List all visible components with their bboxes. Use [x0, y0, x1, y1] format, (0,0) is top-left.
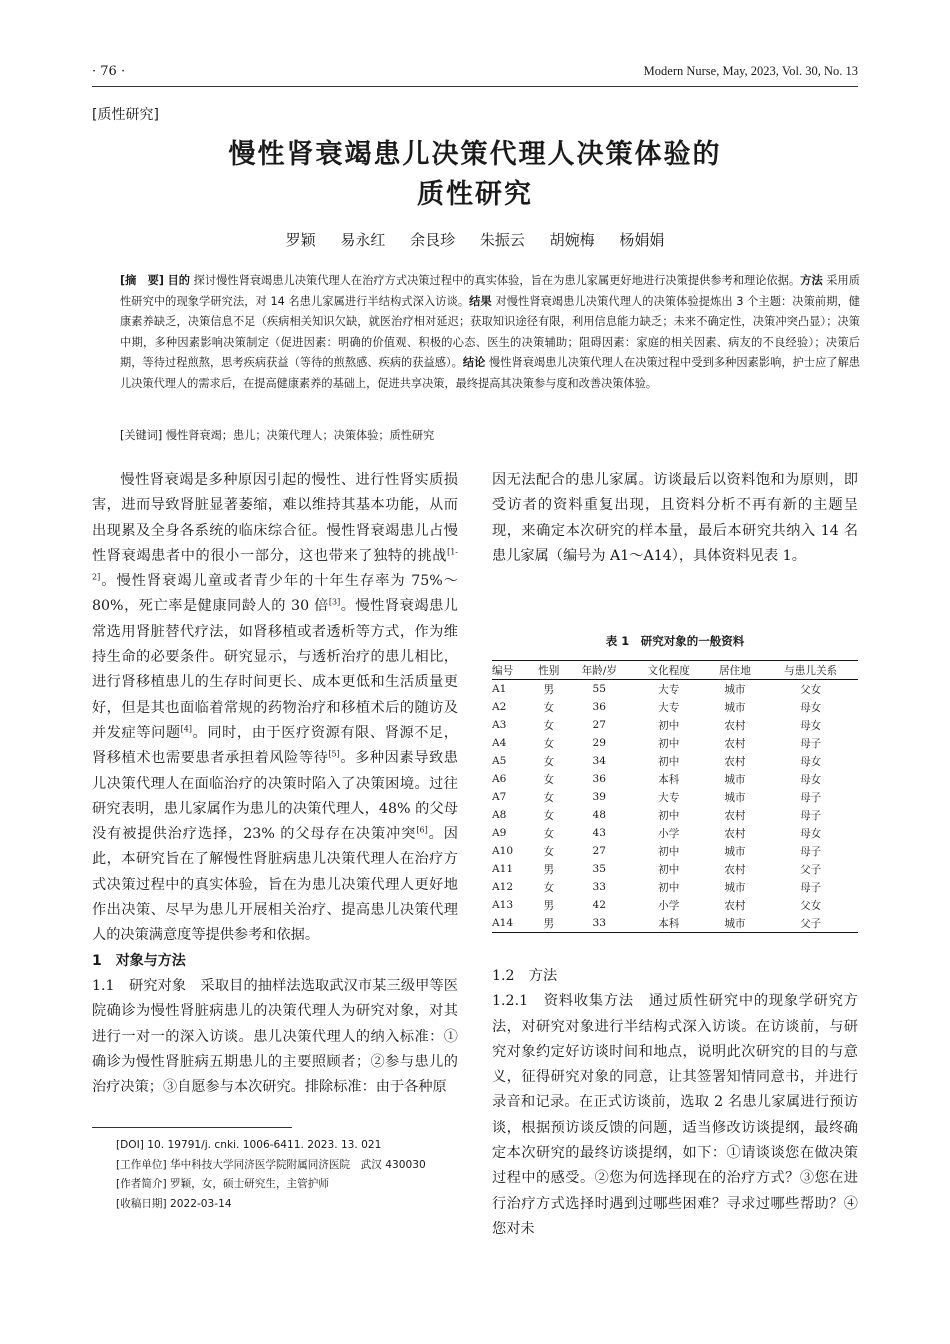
table-cell: 初中: [658, 809, 680, 822]
citation-4[interactable]: [5]: [328, 749, 340, 759]
table-cell: 母子: [800, 737, 822, 750]
method-label: 方法: [800, 274, 823, 287]
footnote-unit: [工作单位] 华中科技大学同济医学院附属同济医院 武汉 430030: [116, 1158, 426, 1171]
table-cell: 女: [543, 845, 555, 858]
table-cell: 父子: [763, 914, 858, 933]
table-cell: 男: [530, 914, 568, 933]
table-header-row: [492, 661, 858, 680]
table-cell: A9: [492, 827, 507, 839]
footnote-doi[interactable]: [DOI] 10. 19791/j. cnki. 1006-6411. 2023. 13. 021: [116, 1139, 382, 1151]
table-cell: 母女: [800, 719, 822, 732]
intro-text-4: 。同时，由于医疗资源有限、肾源不足，肾移植术也需要患者承担着风险等待: [92, 724, 458, 767]
column-header: 与患儿关系: [763, 661, 858, 680]
keywords-text: 慢性肾衰竭；患儿；决策代理人；决策体验；质性研究: [165, 429, 435, 442]
table-cell: 男: [543, 683, 555, 696]
table-row: [492, 842, 858, 860]
table-1-caption: 表 1 研究对象的一般资料: [605, 634, 745, 648]
result-label: 结果: [469, 294, 492, 308]
table-cell: 女: [543, 809, 555, 822]
table-cell: 城市: [724, 773, 746, 786]
intro-text-3: 。慢性肾衰竭患儿常选用肾脏替代疗法，如肾移植或者透析等方式，作为维持生命的必要条件。研究显示，与透析治疗的患儿相比，进行肾移植患儿的生存时间更长、成本更低和生活质量更好，但是其也面临着常规的药物治疗和移植术后的随访及并发症等问题: [92, 598, 458, 741]
table-cell: 农村: [724, 719, 746, 732]
table-row: [492, 878, 858, 896]
table-cell: 本科: [631, 914, 707, 933]
column-header: 居住地: [707, 661, 764, 680]
table-cell: 城市: [724, 881, 746, 894]
table-row: [492, 734, 858, 752]
subsection-1-2-heading: 1.2 方法: [492, 968, 558, 984]
table-row: [492, 806, 858, 824]
table-row: [492, 896, 858, 914]
table-cell: 初中: [658, 719, 680, 732]
result-text: 对慢性肾衰竭患儿决策代理人的决策体验提炼出 3 个主题：决策前期，健康素养缺乏，决策信息不足（疾病相关知识欠缺，就医治疗相对延迟；获取知识途径有限，利用信息能力缺乏；未来不确定性，决策冲突凸显）；决策中期，多种因素影响决策制定（促进因素：明确的价值观、积极的心态、医生的决策辅助；阻碍因素：家庭的相关因素、病友的不良经验）；决策后期，等待过程煎熬，思考疾病获益（等待的煎熬感、疾病的获益感）。: [120, 294, 860, 369]
table-cell: A13: [492, 899, 514, 911]
conclusion-text: 慢性肾衰竭患儿决策代理人在决策过程中受到多种因素影响，护士应了解患儿决策代理人的需求后，在提高健康素养的基础上，促进共享决策，最终提高其决策参与度和改善决策体验。: [120, 356, 860, 390]
table-cell: 女: [543, 791, 555, 804]
table-cell: 35: [592, 863, 607, 875]
column-header: 性别: [530, 661, 568, 680]
table-cell: 女: [543, 881, 555, 894]
table-cell: A1: [492, 683, 507, 695]
table-cell: A14: [492, 914, 530, 933]
subsection-1-2-1: [492, 989, 858, 1242]
table-cell: 城市: [707, 914, 764, 933]
table-row: [492, 680, 858, 699]
table-cell: 女: [543, 773, 555, 786]
table-cell: 小学: [658, 899, 680, 912]
table-cell: A2: [492, 701, 507, 713]
table-cell: 农村: [724, 863, 746, 876]
table-row: [492, 716, 858, 734]
table-cell: 母子: [800, 845, 822, 858]
table-cell: 女: [543, 701, 555, 714]
table-cell: A10: [492, 845, 514, 857]
table-cell: 29: [592, 737, 607, 749]
table-body: [492, 680, 858, 933]
objective-text: 探讨慢性肾衰竭患儿决策代理人在治疗方式决策过程中的真实体验，旨在为患儿家属更好地进行决策提供参考和理论依据。: [193, 274, 801, 287]
table-cell: 大专: [658, 683, 680, 696]
intro-text-2: 。慢性肾衰竭儿童或者青少年的十年生存率为 75%～80%，死亡率是健康同龄人的 30 倍: [92, 573, 458, 615]
abstract: [120, 271, 860, 394]
table-cell: 小学: [658, 827, 680, 840]
intro-paragraph: [92, 468, 458, 949]
table-cell: 女: [543, 755, 555, 768]
right-column-continuation: [492, 468, 858, 569]
intro-text-5: 。多种因素导致患儿决策代理人在面临治疗的决策时陷入了决策困境。过往研究表明，患儿家属作为患儿的决策代理人，48% 的父母没有被提供治疗选择，23% 的父母存在决策冲突: [92, 750, 458, 843]
table-cell: 初中: [658, 881, 680, 894]
table-cell: 43: [592, 827, 607, 839]
subsection-1-1-text-continued: 因无法配合的患儿家属。访谈最后以资料饱和为原则，即受访者的资料重复出现，且资料分析不再有新的主题呈现，来确定本次研究的样本量，最后本研究共纳入 14 名患儿家属（编号为 A1～A14），具体资料见表 1。: [492, 472, 858, 564]
footnotes: [116, 1136, 456, 1214]
column-header: 年龄/岁: [568, 661, 631, 680]
column-header: 文化程度: [631, 661, 707, 680]
keywords-label: [关键词]: [120, 429, 163, 442]
table-cell: 母女: [800, 755, 822, 768]
table-cell: 男: [543, 863, 555, 876]
section-tag: [质性研究]: [92, 107, 159, 123]
table-1: [492, 660, 858, 933]
table-cell: A11: [492, 863, 514, 875]
subsection-1-1-text: 采取目的抽样法选取武汉市某三级甲等医院确诊为慢性肾脏病患儿的决策代理人为研究对象，对其进行一对一的深入访谈。患儿决策代理人的纳入标准：①确诊为慢性肾脏病五期患儿的主要照顾者；②参与患儿的治疗决策；③自愿参与本次研究。排除标准：由于各种原: [92, 977, 458, 1096]
table-cell: 城市: [724, 845, 746, 858]
table-cell: A12: [492, 881, 514, 893]
table-cell: 母子: [800, 881, 822, 894]
table-cell: 36: [592, 773, 607, 785]
table-cell: 农村: [724, 827, 746, 840]
table-cell: 48: [592, 809, 607, 821]
table-cell: 父女: [800, 899, 822, 912]
table-cell: A3: [492, 719, 507, 731]
table-cell: A8: [492, 809, 507, 821]
table-cell: 农村: [724, 755, 746, 768]
right-column-methods: [492, 964, 858, 1242]
table-cell: 初中: [658, 737, 680, 750]
table-row: [492, 914, 858, 933]
table-cell: 男: [543, 899, 555, 912]
table-cell: 女: [543, 719, 555, 732]
table-cell: 父子: [800, 863, 822, 876]
table-cell: 母子: [800, 809, 822, 822]
method-text: 采用质性研究中的现象学研究法，对 14 名患儿家属进行半结构式深入访谈。: [120, 274, 860, 308]
table-cell: A5: [492, 755, 507, 767]
table-cell: 34: [592, 755, 607, 767]
citation-3[interactable]: [4]: [180, 724, 193, 734]
table-row: [492, 824, 858, 842]
table-cell: 农村: [724, 899, 746, 912]
citation-2[interactable]: [3]: [328, 597, 341, 607]
table-cell: 33: [592, 881, 607, 893]
table-cell: 初中: [658, 863, 680, 876]
footnote-received: [收稿日期] 2022-03-14: [116, 1197, 232, 1210]
table-cell: 本科: [658, 773, 680, 786]
table-cell: 父女: [800, 683, 822, 696]
table-cell: 初中: [658, 845, 680, 858]
keywords: [120, 427, 860, 443]
table-cell: 母女: [800, 773, 822, 786]
intro-text-6: 。因此，本研究旨在了解慢性肾脏病患儿决策代理人在治疗方式决策过程中的真实体验，旨在为患儿决策代理人更好地作出决策、尽早为患儿开展相关治疗、提高患儿决策代理人的决策满意度等提供参考和依据。: [92, 826, 458, 944]
citation-5[interactable]: [6]: [416, 825, 428, 835]
table-cell: 母女: [800, 701, 822, 714]
objective-label: 目的: [167, 274, 191, 287]
abstract-label: [摘 要]: [120, 274, 164, 287]
table-cell: 36: [592, 701, 607, 713]
table-cell: A7: [492, 791, 507, 803]
table-cell: 大专: [658, 791, 680, 804]
table-cell: 母女: [800, 827, 822, 840]
table-cell: 55: [592, 683, 607, 695]
table-cell: 城市: [724, 683, 746, 696]
table-row: [492, 788, 858, 806]
table-cell: 城市: [724, 701, 746, 714]
table-cell: 33: [568, 914, 631, 933]
table-row: [492, 860, 858, 878]
table-cell: 大专: [658, 701, 680, 714]
intro-text-1: 慢性肾衰竭是多种原因引起的慢性、进行性肾实质损害，进而导致肾脏显著萎缩，难以维持其基本功能，从而出现累及全身各系统的临床综合征。慢性肾衰竭患儿占慢性肾衰竭患者中的很小一部分，这也带来了独特的挑战: [92, 472, 458, 564]
author-list: 罗颖 易永红 余艮珍 朱振云 胡婉梅 杨娟娟: [285, 231, 665, 249]
table-cell: 初中: [658, 755, 680, 768]
header-rule: [92, 86, 858, 87]
left-column: [92, 468, 458, 1100]
table-cell: 女: [543, 737, 555, 750]
table-cell: 42: [592, 899, 607, 911]
table-cell: A4: [492, 737, 507, 749]
footnote-rule: [92, 1127, 292, 1128]
table-cell: 母子: [800, 791, 822, 804]
table-row: [492, 752, 858, 770]
article-title-line-2: 质性研究: [417, 179, 533, 210]
table-cell: 农村: [724, 737, 746, 750]
article-title-line-1: 慢性肾衰竭患儿决策代理人决策体验的: [228, 139, 722, 170]
page-number: · 76 ·: [92, 64, 126, 79]
subsection-1-1-heading: 1.1 研究对象: [92, 977, 187, 994]
table-cell: 27: [592, 845, 607, 857]
table-cell: 农村: [724, 809, 746, 822]
citation-1[interactable]: [1-2]: [92, 547, 458, 582]
section-1-heading: 1 对象与方法: [92, 952, 186, 969]
subsection-1-2-1-heading: 1.2.1 资料收集方法: [492, 993, 634, 1010]
journal-citation: Modern Nurse, May, 2023, Vol. 30, No. 13: [643, 64, 858, 78]
subsection-1-2-1-text: 通过质性研究中的现象学研究方法，对研究对象进行半结构式深入访谈。在访谈前，与研究对象约定好访谈时间和地点，说明此次研究的目的与意义，征得研究对象的同意，让其签署知情同意书，并进行录音和记录。在正式访谈前，选取 2 名患儿家属进行预访谈，根据预访谈反馈的问题，适当修改访谈提纲，最终确定本次研究的最终访谈提纲，如下：①请谈谈您在做决策过程中的感受。②您为何选择现在的治疗方式？③您在进行治疗方式选择时遇到过哪些困难？寻求过哪些帮助？④您对未: [492, 993, 858, 1237]
footnote-author-bio: [作者简介] 罗颖，女，硕士研究生，主管护师: [116, 1178, 329, 1190]
conclusion-label: 结论: [462, 356, 486, 369]
table-row: [492, 698, 858, 716]
subsection-1-1: [92, 974, 458, 1100]
table-cell: A6: [492, 773, 507, 785]
table-cell: 女: [543, 827, 555, 840]
table-cell: 27: [592, 719, 607, 731]
table-cell: 39: [592, 791, 607, 803]
column-header: 编号: [492, 661, 530, 680]
table-cell: 城市: [724, 791, 746, 804]
table-row: [492, 770, 858, 788]
